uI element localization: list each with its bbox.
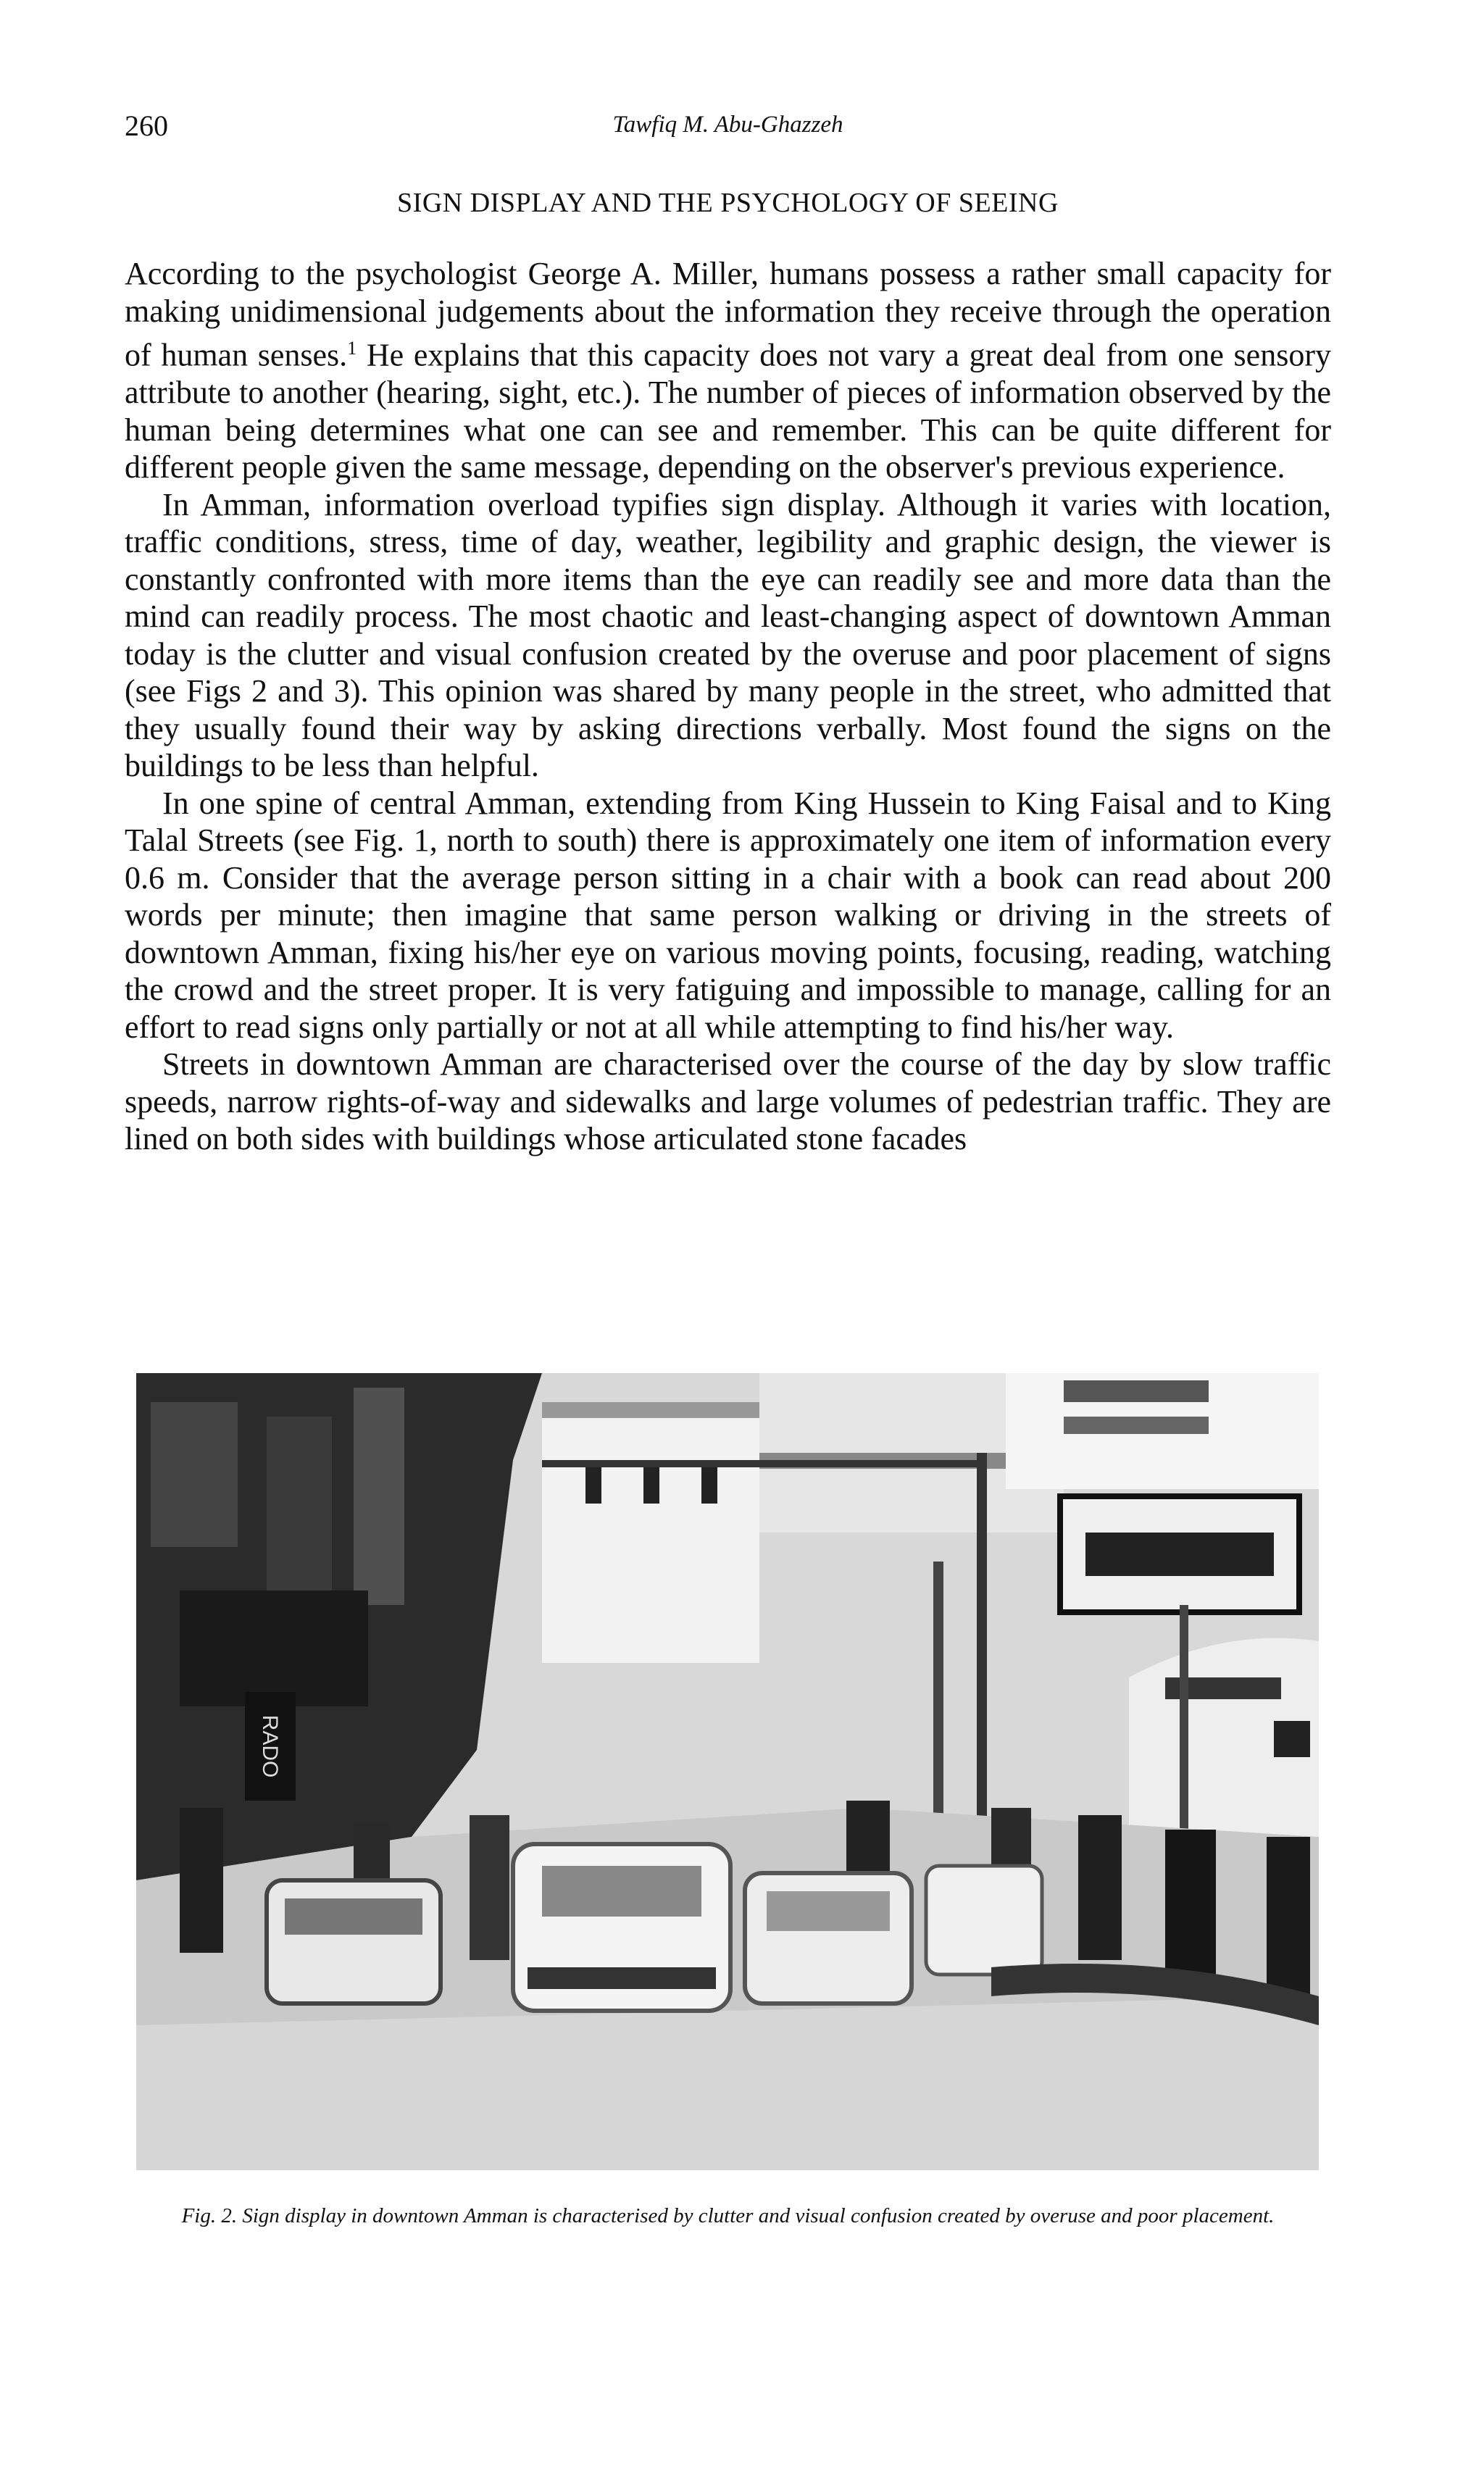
figure-caption: Fig. 2. Sign display in downtown Amman is characterised by clutter and visual confusion created by overuse and poor placement. (181, 2204, 1275, 2227)
footnote-marker[interactable]: 1 (347, 338, 357, 359)
body-text (125, 255, 1331, 1158)
paragraph-1-text: According to the psychologist George A. Miller, humans possess a rather small capacity for making unidimensional judgements about the information they receive through the operation of human senses. (125, 256, 1331, 373)
rado-sign: RADO (258, 1714, 282, 1778)
paragraph-4: Streets in downtown Amman are characterised over the course of the day by slow traffic speeds, narrow rights-of-way and sidewalks and large volumes of pedestrian traffic. They are lined on both sides with buildings whose articulated stone facades (125, 1046, 1331, 1157)
street-scene (136, 1373, 1319, 2170)
page-number: 260 (125, 109, 168, 142)
paragraph-3: In one spine of central Amman, extending from King Hussein to King Faisal and to King Talal Streets (see Fig. 1, north to south) there is approximately one item of information every 0.6 m. Consider that the average person sitting in a chair with a book can read about 200 words per minute; then imagine that same person walking or driving in the streets of downtown Amman, fixing his/her eye on various moving points, focusing, reading, watching the crowd and the street proper. It is very fatiguing and impossible to manage, calling for an effort to read signs only partially or not at all while attempting to find his/her way. (125, 785, 1331, 1045)
section-heading: SIGN DISPLAY AND THE PSYCHOLOGY OF SEEING (397, 188, 1059, 218)
page-header (125, 109, 1331, 152)
running-head: Tawfiq M. Abu-Ghazzeh (612, 112, 843, 138)
paragraph-1-continued: He explains that this capacity does not vary a great deal from one sensory attribute to another (hearing, sight, etc.). The number of pieces of information observed by the human being determines what one can see and remember. This can be quite different for different people given the same message, depending on the observer's previous experience. (125, 337, 1331, 485)
figure-2-street-photo (136, 1373, 1319, 2170)
paragraph-2: In Amman, information overload typifies sign display. Although it varies with location, traffic conditions, stress, time of day, weather, legibility and graphic design, the viewer is constantly confronted with more items than the eye can readily see and more data than the mind can readily process. The most chaotic and least-changing aspect of downtown Amman today is the clutter and visual confusion created by the overuse and poor placement of signs (see Figs 2 and 3). This opinion was shared by many people in the street, who admitted that they usually found their way by asking directions verbally. Most found the signs on the buildings to be less than helpful. (125, 486, 1331, 784)
paragraph-1 (125, 255, 1331, 486)
